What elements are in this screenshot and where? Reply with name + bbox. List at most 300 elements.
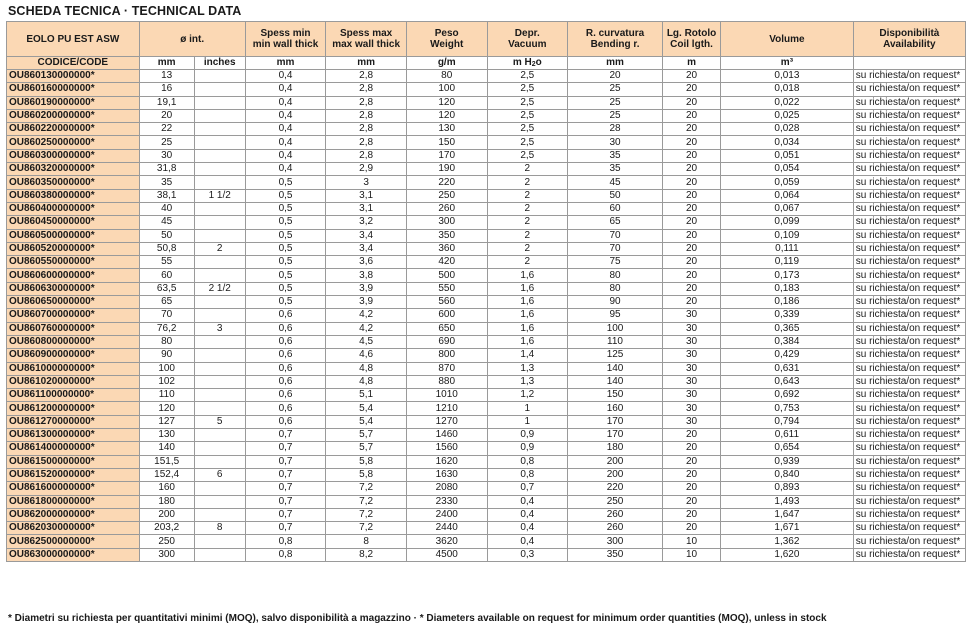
min-wall-cell: 0,5: [245, 296, 326, 309]
bending-radius-cell: 200: [568, 468, 663, 481]
product-code-cell: OU862500000000*: [7, 535, 140, 548]
min-wall-cell: 0,5: [245, 269, 326, 282]
min-wall-cell: 0,8: [245, 535, 326, 548]
diameter-mm-cell: 65: [139, 296, 194, 309]
max-wall-cell: 5,8: [326, 455, 407, 468]
diameter-mm-unit: mm: [139, 57, 194, 70]
diameter-mm-cell: 22: [139, 123, 194, 136]
bending-radius-cell: 300: [568, 535, 663, 548]
table-row: [7, 83, 966, 96]
vacuum-cell: 0,4: [487, 535, 568, 548]
diameter-inches-cell: [194, 83, 245, 96]
diameter-mm-cell: 40: [139, 202, 194, 215]
vacuum-cell: 2,5: [487, 149, 568, 162]
weight-cell: 150: [406, 136, 487, 149]
product-code-cell: OU861400000000*: [7, 442, 140, 455]
availability-cell: su richiesta/on request*: [853, 282, 965, 295]
table-row: [7, 362, 966, 375]
diameter-inches-cell: [194, 136, 245, 149]
volume-cell: 0,022: [721, 96, 854, 109]
volume-cell: 0,034: [721, 136, 854, 149]
volume-cell: 0,111: [721, 242, 854, 255]
table-body: [7, 70, 966, 562]
bending-radius-cell: 75: [568, 256, 663, 269]
volume-cell: 0,339: [721, 309, 854, 322]
bending-radius-cell: 170: [568, 415, 663, 428]
min-wall-cell: 0,4: [245, 123, 326, 136]
max-wall-cell: 7,2: [326, 495, 407, 508]
vacuum-cell: 2,5: [487, 136, 568, 149]
availability-cell: su richiesta/on request*: [853, 429, 965, 442]
diameter-mm-cell: 90: [139, 349, 194, 362]
coil-length-cell: 20: [662, 136, 720, 149]
min-wall-cell: 0,4: [245, 149, 326, 162]
max-wall-cell: 3,1: [326, 189, 407, 202]
availability-cell: su richiesta/on request*: [853, 189, 965, 202]
min-wall-cell: 0,4: [245, 163, 326, 176]
table-row: [7, 149, 966, 162]
table-row: [7, 282, 966, 295]
coil-length-cell: 30: [662, 375, 720, 388]
vacuum-cell: 1,4: [487, 349, 568, 362]
coil-length-cell: 20: [662, 508, 720, 521]
volume-cell: 1,493: [721, 495, 854, 508]
bending-radius-cell: 125: [568, 349, 663, 362]
volume-cell: 0,059: [721, 176, 854, 189]
diameter-mm-cell: 300: [139, 548, 194, 561]
table-row: [7, 70, 966, 83]
diameter-mm-cell: 38,1: [139, 189, 194, 202]
bending-radius-cell: 20: [568, 70, 663, 83]
max-wall-cell: 5,1: [326, 389, 407, 402]
diameter-inches-cell: [194, 335, 245, 348]
min-wall-cell: 0,5: [245, 189, 326, 202]
min-wall-cell: 0,7: [245, 429, 326, 442]
vacuum-cell: 2,5: [487, 109, 568, 122]
min-wall-cell: 0,5: [245, 242, 326, 255]
max-wall-cell: 2,8: [326, 83, 407, 96]
max-wall-cell: 7,2: [326, 482, 407, 495]
min-wall-cell: 0,6: [245, 349, 326, 362]
weight-cell: 350: [406, 229, 487, 242]
availability-cell: su richiesta/on request*: [853, 522, 965, 535]
volume-cell: 0,643: [721, 375, 854, 388]
table-row: [7, 322, 966, 335]
volume-cell: 0,611: [721, 429, 854, 442]
vacuum-cell: 2,5: [487, 123, 568, 136]
min-wall-cell: 0,5: [245, 216, 326, 229]
max-wall-cell: 2,8: [326, 70, 407, 83]
availability-cell: su richiesta/on request*: [853, 309, 965, 322]
diameter-mm-cell: 76,2: [139, 322, 194, 335]
weight-cell: 550: [406, 282, 487, 295]
coil-length-cell: 30: [662, 309, 720, 322]
diameter-inches-cell: [194, 349, 245, 362]
bending-radius-cell: 70: [568, 242, 663, 255]
coil-length-cell: 30: [662, 335, 720, 348]
diameter-mm-cell: 60: [139, 269, 194, 282]
bending-radius-cell: 250: [568, 495, 663, 508]
bending-radius-cell: 70: [568, 229, 663, 242]
diameter-mm-cell: 80: [139, 335, 194, 348]
weight-cell: 420: [406, 256, 487, 269]
product-code-cell: OU861000000000*: [7, 362, 140, 375]
diameter-inches-cell: [194, 229, 245, 242]
vacuum-cell: 1,3: [487, 362, 568, 375]
weight-cell: 650: [406, 322, 487, 335]
table-row: [7, 229, 966, 242]
min-wall-cell: 0,4: [245, 136, 326, 149]
table-row: [7, 96, 966, 109]
diameter-inches-cell: 1 1/2: [194, 189, 245, 202]
bending-radius-cell: 150: [568, 389, 663, 402]
min-wall-cell: 0,6: [245, 389, 326, 402]
max-wall-cell: 3,4: [326, 229, 407, 242]
max-wall-cell: 7,2: [326, 522, 407, 535]
max-wall-cell: 5,4: [326, 415, 407, 428]
availability-cell: su richiesta/on request*: [853, 335, 965, 348]
product-code-cell: OU860550000000*: [7, 256, 140, 269]
table-row: [7, 349, 966, 362]
volume-cell: 0,025: [721, 109, 854, 122]
availability-cell: su richiesta/on request*: [853, 96, 965, 109]
coil-length-cell: 30: [662, 415, 720, 428]
coil-length-cell: 20: [662, 123, 720, 136]
volume-cell: 0,939: [721, 455, 854, 468]
diameter-inches-unit: inches: [194, 57, 245, 70]
vacuum-cell: 0,4: [487, 495, 568, 508]
coil-length-cell: 20: [662, 468, 720, 481]
diameter-inches-cell: [194, 455, 245, 468]
diameter-inches-cell: [194, 176, 245, 189]
footnote: * Diametri su richiesta per quantitativi minimi (MOQ), salvo disponibilità a magazzino · * Diameters available on request for minimum order quantities (MOQ), unless in stock: [8, 613, 827, 624]
product-code-cell: OU861300000000*: [7, 429, 140, 442]
weight-cell: 260: [406, 202, 487, 215]
header-row: [7, 22, 966, 57]
diameter-inches-cell: [194, 109, 245, 122]
availability-cell: su richiesta/on request*: [853, 83, 965, 96]
vacuum-cell: 1,6: [487, 282, 568, 295]
bending-radius-cell: 110: [568, 335, 663, 348]
diameter-mm-cell: 55: [139, 256, 194, 269]
vacuum-cell: 1,6: [487, 269, 568, 282]
product-code-cell: OU861600000000*: [7, 482, 140, 495]
diameter-mm-cell: 63,5: [139, 282, 194, 295]
coil-length-cell: 20: [662, 83, 720, 96]
weight-cell: 130: [406, 123, 487, 136]
product-code-cell: OU860600000000*: [7, 269, 140, 282]
diameter-mm-cell: 102: [139, 375, 194, 388]
product-code-cell: OU862000000000*: [7, 508, 140, 521]
diameter-mm-cell: 127: [139, 415, 194, 428]
max-wall-cell: 4,6: [326, 349, 407, 362]
volume-cell: 0,119: [721, 256, 854, 269]
coil-length-cell: 20: [662, 202, 720, 215]
diameter-inches-cell: [194, 375, 245, 388]
coil-length-cell: 20: [662, 282, 720, 295]
coil-unit: m: [662, 57, 720, 70]
table-row: [7, 189, 966, 202]
coil-length-cell: 30: [662, 402, 720, 415]
min-wall-cell: 0,8: [245, 548, 326, 561]
max-wall-cell: 3,8: [326, 269, 407, 282]
bending-radius-cell: 80: [568, 282, 663, 295]
diameter-mm-cell: 13: [139, 70, 194, 83]
vacuum-cell: 1,2: [487, 389, 568, 402]
bending-radius-cell: 90: [568, 296, 663, 309]
product-code-cell: OU860520000000*: [7, 242, 140, 255]
weight-cell: 690: [406, 335, 487, 348]
vacuum-unit: m $H_2o$: [487, 57, 568, 70]
max-wall-cell: 7,2: [326, 508, 407, 521]
inner-diameter-header: ø int.: [139, 22, 245, 57]
weight-cell: 1620: [406, 455, 487, 468]
bending-radius-cell: 350: [568, 548, 663, 561]
volume-cell: 0,365: [721, 322, 854, 335]
bending-radius-cell: 80: [568, 269, 663, 282]
bending-radius-cell: 95: [568, 309, 663, 322]
diameter-mm-cell: 45: [139, 216, 194, 229]
weight-header: Peso Weight: [406, 22, 487, 57]
max-wall-cell: 2,8: [326, 109, 407, 122]
vacuum-cell: 0,7: [487, 482, 568, 495]
product-code-cell: OU860400000000*: [7, 202, 140, 215]
vacuum-cell: 2: [487, 229, 568, 242]
weight-unit: g/m: [406, 57, 487, 70]
diameter-mm-cell: 25: [139, 136, 194, 149]
product-code-cell: OU860800000000*: [7, 335, 140, 348]
min-wall-cell: 0,7: [245, 442, 326, 455]
weight-cell: 1210: [406, 402, 487, 415]
coil-length-cell: 20: [662, 229, 720, 242]
volume-cell: 0,109: [721, 229, 854, 242]
product-code-cell: OU860380000000*: [7, 189, 140, 202]
availability-cell: su richiesta/on request*: [853, 349, 965, 362]
diameter-mm-cell: 152,4: [139, 468, 194, 481]
min-wall-cell: 0,7: [245, 522, 326, 535]
coil-length-cell: 30: [662, 389, 720, 402]
availability-cell: su richiesta/on request*: [853, 202, 965, 215]
weight-cell: 880: [406, 375, 487, 388]
availability-cell: su richiesta/on request*: [853, 482, 965, 495]
availability-cell: su richiesta/on request*: [853, 535, 965, 548]
availability-header: Disponibilità Availability: [853, 22, 965, 57]
min-wall-unit: mm: [245, 57, 326, 70]
volume-cell: 0,183: [721, 282, 854, 295]
availability-cell: su richiesta/on request*: [853, 149, 965, 162]
product-code-cell: OU861500000000*: [7, 455, 140, 468]
product-code-cell: OU860650000000*: [7, 296, 140, 309]
bending-radius-cell: 140: [568, 375, 663, 388]
max-wall-cell: 3,1: [326, 202, 407, 215]
bending-radius-cell: 160: [568, 402, 663, 415]
vacuum-cell: 1,6: [487, 322, 568, 335]
max-wall-cell: 3,4: [326, 242, 407, 255]
max-wall-unit: mm: [326, 57, 407, 70]
table-row: [7, 375, 966, 388]
diameter-inches-cell: [194, 402, 245, 415]
diameter-inches-cell: [194, 508, 245, 521]
diameter-inches-cell: [194, 429, 245, 442]
page-title: SCHEDA TECNICA · TECHNICAL DATA: [8, 4, 242, 18]
diameter-inches-cell: [194, 442, 245, 455]
weight-cell: 560: [406, 296, 487, 309]
vacuum-cell: 0,8: [487, 455, 568, 468]
diameter-inches-cell: 6: [194, 468, 245, 481]
availability-cell: su richiesta/on request*: [853, 442, 965, 455]
weight-cell: 1460: [406, 429, 487, 442]
volume-cell: 0,099: [721, 216, 854, 229]
availability-cell: su richiesta/on request*: [853, 136, 965, 149]
bending-radius-cell: 25: [568, 96, 663, 109]
diameter-mm-cell: 200: [139, 508, 194, 521]
bending-radius-cell: 28: [568, 123, 663, 136]
min-wall-cell: 0,5: [245, 176, 326, 189]
coil-length-cell: 20: [662, 176, 720, 189]
table-row: [7, 202, 966, 215]
coil-length-cell: 20: [662, 442, 720, 455]
vacuum-cell: 1,6: [487, 296, 568, 309]
weight-cell: 500: [406, 269, 487, 282]
weight-cell: 170: [406, 149, 487, 162]
availability-cell: su richiesta/on request*: [853, 362, 965, 375]
min-wall-cell: 0,4: [245, 83, 326, 96]
availability-cell: su richiesta/on request*: [853, 123, 965, 136]
availability-cell: su richiesta/on request*: [853, 495, 965, 508]
volume-cell: 0,186: [721, 296, 854, 309]
bending-radius-cell: 260: [568, 522, 663, 535]
diameter-mm-cell: 19,1: [139, 96, 194, 109]
coil-length-cell: 20: [662, 522, 720, 535]
table-row: [7, 309, 966, 322]
min-wall-cell: 0,4: [245, 70, 326, 83]
diameter-mm-cell: 20: [139, 109, 194, 122]
diameter-inches-cell: 2: [194, 242, 245, 255]
product-code-cell: OU861800000000*: [7, 495, 140, 508]
product-code-cell: OU860160000000*: [7, 83, 140, 96]
bending-radius-cell: 30: [568, 136, 663, 149]
availability-cell: su richiesta/on request*: [853, 402, 965, 415]
weight-cell: 1270: [406, 415, 487, 428]
weight-cell: 2400: [406, 508, 487, 521]
vacuum-cell: 1,6: [487, 309, 568, 322]
availability-cell: su richiesta/on request*: [853, 389, 965, 402]
max-wall-cell: 5,7: [326, 429, 407, 442]
coil-length-cell: 30: [662, 349, 720, 362]
volume-cell: 0,692: [721, 389, 854, 402]
volume-cell: 0,067: [721, 202, 854, 215]
vacuum-cell: 1,3: [487, 375, 568, 388]
product-code-cell: OU861020000000*: [7, 375, 140, 388]
coil-length-cell: 20: [662, 149, 720, 162]
weight-cell: 250: [406, 189, 487, 202]
diameter-mm-cell: 151,5: [139, 455, 194, 468]
diameter-inches-cell: [194, 123, 245, 136]
product-code-cell: OU861270000000*: [7, 415, 140, 428]
table-row: [7, 495, 966, 508]
table-row: [7, 522, 966, 535]
vacuum-cell: 0,3: [487, 548, 568, 561]
min-wall-cell: 0,7: [245, 468, 326, 481]
vacuum-cell: 2: [487, 202, 568, 215]
min-wall-cell: 0,6: [245, 309, 326, 322]
bending-radius-cell: 35: [568, 163, 663, 176]
volume-cell: 0,893: [721, 482, 854, 495]
code-unit-label: CODICE/CODE: [7, 57, 140, 70]
bending-radius-cell: 180: [568, 442, 663, 455]
diameter-inches-cell: [194, 309, 245, 322]
diameter-inches-cell: 2 1/2: [194, 282, 245, 295]
vacuum-cell: 0,8: [487, 468, 568, 481]
diameter-inches-cell: 8: [194, 522, 245, 535]
diameter-mm-cell: 70: [139, 309, 194, 322]
coil-length-cell: 20: [662, 429, 720, 442]
diameter-mm-cell: 140: [139, 442, 194, 455]
product-code-cell: OU861520000000*: [7, 468, 140, 481]
coil-length-cell: 20: [662, 495, 720, 508]
max-wall-cell: 5,4: [326, 402, 407, 415]
coil-length-header: Lg. Rotolo Coil lgth.: [662, 22, 720, 57]
bending-radius-cell: 100: [568, 322, 663, 335]
availability-cell: su richiesta/on request*: [853, 229, 965, 242]
diameter-mm-cell: 120: [139, 402, 194, 415]
availability-cell: su richiesta/on request*: [853, 70, 965, 83]
availability-cell: su richiesta/on request*: [853, 163, 965, 176]
vacuum-cell: 0,4: [487, 522, 568, 535]
bending-radius-cell: 170: [568, 429, 663, 442]
vacuum-cell: 1: [487, 415, 568, 428]
coil-length-cell: 30: [662, 322, 720, 335]
diameter-inches-cell: [194, 482, 245, 495]
volume-cell: 0,018: [721, 83, 854, 96]
availability-cell: su richiesta/on request*: [853, 415, 965, 428]
min-wall-cell: 0,7: [245, 482, 326, 495]
volume-cell: 0,051: [721, 149, 854, 162]
weight-cell: 2330: [406, 495, 487, 508]
diameter-mm-cell: 50,8: [139, 242, 194, 255]
product-code-cell: OU860450000000*: [7, 216, 140, 229]
weight-cell: 190: [406, 163, 487, 176]
volume-cell: 1,620: [721, 548, 854, 561]
diameter-mm-cell: 180: [139, 495, 194, 508]
table-row: [7, 415, 966, 428]
max-wall-cell: 4,8: [326, 362, 407, 375]
max-wall-cell: 4,2: [326, 309, 407, 322]
table-row: [7, 242, 966, 255]
weight-cell: 600: [406, 309, 487, 322]
table-row: [7, 455, 966, 468]
coil-length-cell: 20: [662, 96, 720, 109]
diameter-mm-cell: 31,8: [139, 163, 194, 176]
weight-cell: 360: [406, 242, 487, 255]
weight-cell: 2080: [406, 482, 487, 495]
max-wall-cell: 4,5: [326, 335, 407, 348]
volume-cell: 0,654: [721, 442, 854, 455]
max-wall-cell: 5,7: [326, 442, 407, 455]
product-code-cell: OU860200000000*: [7, 109, 140, 122]
max-wall-cell: 3,2: [326, 216, 407, 229]
weight-cell: 300: [406, 216, 487, 229]
table-row: [7, 163, 966, 176]
availability-cell: su richiesta/on request*: [853, 468, 965, 481]
max-wall-cell: 2,9: [326, 163, 407, 176]
diameter-inches-cell: [194, 202, 245, 215]
product-code-cell: OU860130000000*: [7, 70, 140, 83]
weight-cell: 4500: [406, 548, 487, 561]
diameter-inches-cell: [194, 70, 245, 83]
bending-radius-cell: 25: [568, 109, 663, 122]
coil-length-cell: 20: [662, 70, 720, 83]
